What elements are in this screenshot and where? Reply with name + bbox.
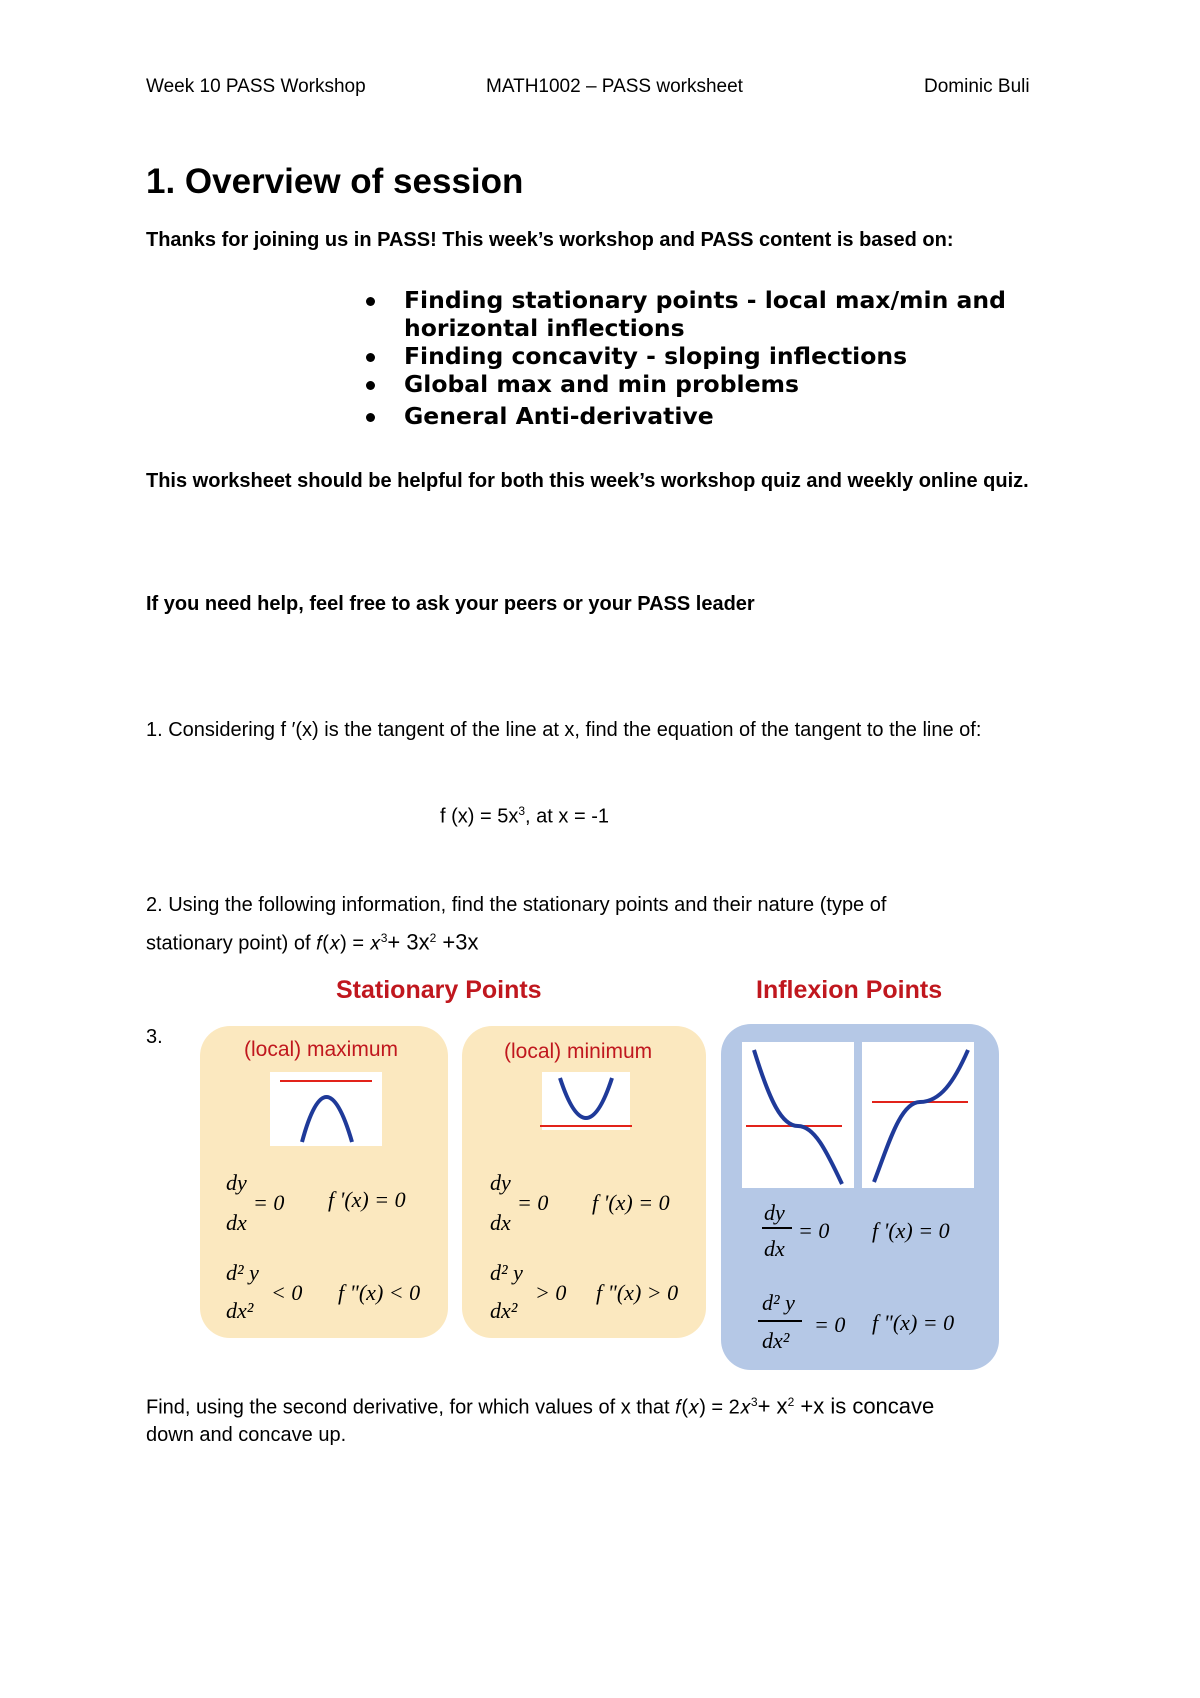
topic-list: [366, 286, 1066, 430]
question-3-text-continued: down and concave up.: [146, 1424, 347, 1446]
stationary-points-title: Stationary Points: [336, 976, 542, 1004]
topic-item: Finding stationary points - local max/min and horizontal inflections: [366, 286, 1066, 342]
intro-text: Thanks for joining us in PASS! This week’s workshop and PASS content is based on:: [146, 229, 954, 251]
decreasing-inflexion-graph: [742, 1042, 854, 1188]
helpful-text: This worksheet should be helpful for both this week’s workshop quiz and weekly online quiz.: [146, 470, 1029, 492]
local-maximum-label: (local) maximum: [244, 1038, 399, 1061]
local-minimum-label: (local) minimum: [504, 1040, 653, 1063]
question-1-function: f $(x) = 5x^3$, at x = -1: [440, 804, 609, 828]
header-center: MATH1002 – PASS worksheet: [486, 76, 743, 97]
graph-background: [542, 1072, 630, 1130]
topic-item: General Anti-derivative: [366, 402, 1066, 430]
maximum-curve-graph: [270, 1072, 382, 1146]
inflexion-points-title: Inflexion Points: [756, 976, 943, 1004]
question-3-text: Find, using the second derivative, for which values of x that 𝑓(𝑥) = 2𝑥$^3$+ $x^2 +x$ is concave: [146, 1393, 935, 1419]
increasing-inflexion-graph: [862, 1042, 974, 1188]
topic-item: Finding concavity - sloping inflections: [366, 342, 1066, 370]
section-title: 1. Overview of session: [146, 162, 524, 201]
minimum-curve-graph: [536, 1072, 636, 1130]
help-note: If you need help, feel free to ask your peers or your PASS leader: [146, 593, 755, 615]
header-left: Week 10 PASS Workshop: [146, 76, 366, 97]
header-right: Dominic Buli: [924, 76, 1030, 97]
question-1-text: 1. Considering f ′(x) is the tangent of the line at x, find the equation of the tangent to the line of:: [146, 719, 982, 741]
graph-background: [270, 1072, 382, 1146]
topic-item: Global max and min problems: [366, 370, 1066, 398]
question-2-function: stationary point) of 𝑓(𝑥) = 𝑥$^3$+ $3x^2 +3x$: [146, 929, 479, 955]
question-2-text: 2. Using the following information, find the stationary points and their nature (type of: [146, 894, 887, 916]
fraction-bar: [758, 1320, 802, 1322]
fraction-bar: [762, 1227, 792, 1229]
question-3-number: 3.: [146, 1026, 163, 1048]
